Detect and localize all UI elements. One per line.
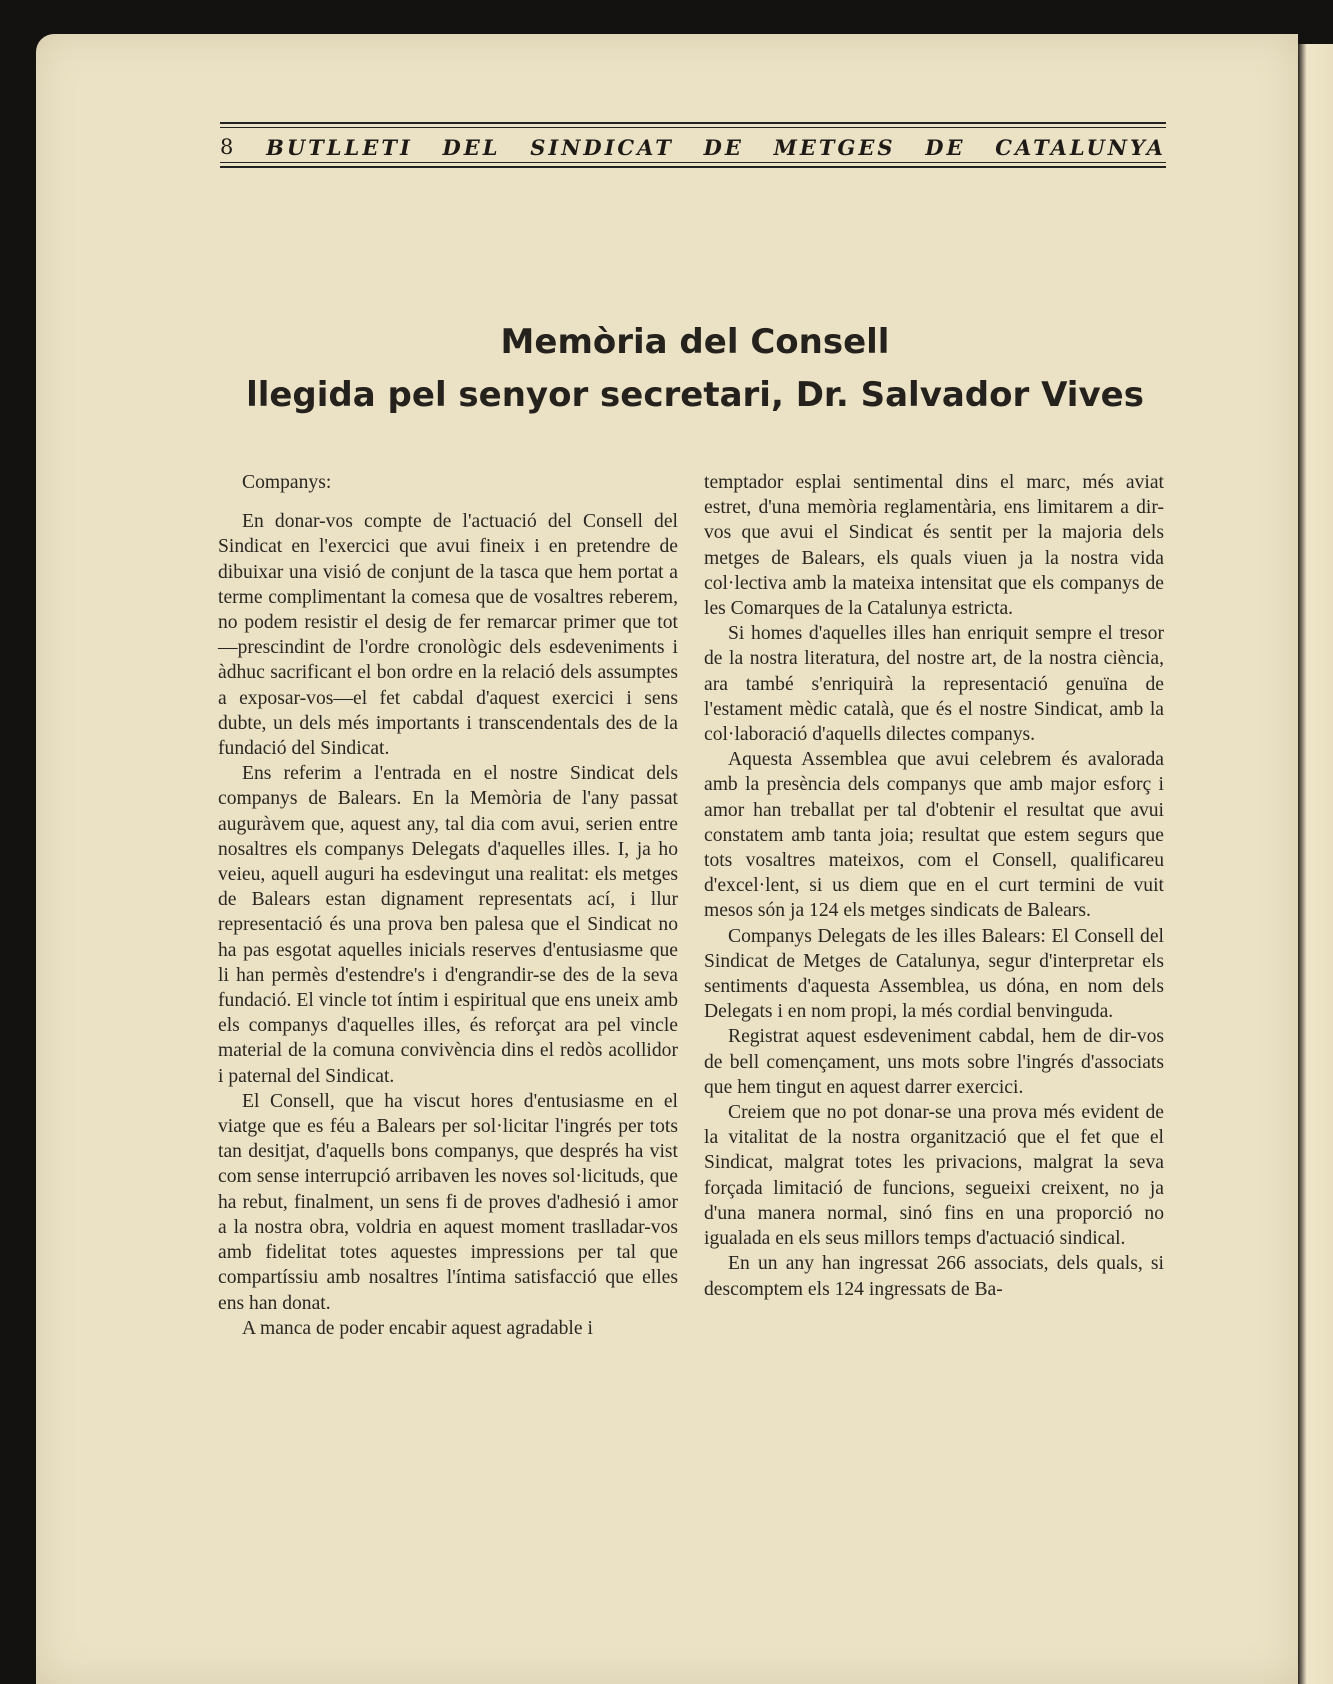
article-subtitle: llegida pel senyor secretari, Dr. Salvador Vives bbox=[246, 375, 1144, 415]
paragraph: En donar-vos compte de l'actuació del Consell del Sindicat en l'exercici que avui fineix i en pretendre de dibuixar una visió de conjunt de la tasca que hem portat a terme complimentant la comesa que de vosaltres reberem, no podem resistir el desig de fer remarcar primer que tot—prescindint de l'ordre cronològic dels esdeveniments i àdhuc sacrificant el bon ordre en la relació dels assumptes a exposar-vos—el fet cabdal d'aquest exercici i sens dubte, un dels més importants i transcendentals des de la fundació del Sindicat. bbox=[218, 511, 678, 760]
paragraph: Creiem que no pot donar-se una prova més evident de la vitalitat de la nostra organització que el fet que el Sindicat, malgrat totes les privacions, malgrat la seva forçada limitació de funcions, segueixi creixent, no ja d'una manera normal, sinó fins en una proporció no igualada en els seus millors temps d'actuació sindical. bbox=[704, 1102, 1164, 1250]
paragraph: temptador esplai sentimental dins el marc, més aviat estret, d'una memòria reglamentària, ens limitarem a dir-vos que avui el Sindicat és sentit per la majoria dels metges de Balears, els quals viuen ja la nostra vida col·lectiva amb la mateixa intensitat que els companys de les Comarques de la Catalunya estricta. bbox=[704, 472, 1164, 620]
paragraph: En un any han ingressat 266 associats, dels quals, si descomptem els 124 ingressats de Ba- bbox=[704, 1253, 1164, 1300]
header-rule-top bbox=[220, 122, 1166, 124]
header-word: DEL bbox=[442, 134, 501, 160]
running-header bbox=[220, 132, 1166, 162]
header-word: METGES bbox=[773, 134, 896, 160]
header-word: BUTLLETI bbox=[266, 134, 413, 160]
paragraph: A manca de poder encabir aquest agradable i bbox=[242, 1317, 593, 1339]
header-word: DE bbox=[925, 134, 966, 160]
header-word: DE bbox=[703, 134, 744, 160]
page-number: 8 bbox=[220, 135, 237, 159]
left-column bbox=[218, 470, 678, 1341]
header-word: CATALUNYA bbox=[995, 134, 1166, 160]
book-spine bbox=[1298, 44, 1333, 1684]
paragraph: Si homes d'aquelles illes han enriquit sempre el tresor de la nostra literatura, del nostre art, de la nostra ciència, ara també s'enriquirà la representació genuïna de l'estament mèdic català, que és el nostre Sindicat, amb la col·laboració d'aquells dilectes companys. bbox=[704, 623, 1164, 746]
paragraph: Companys Delegats de les illes Balears: El Consell del Sindicat de Metges de Catalunya, segur d'interpretar els sentiments d'aquesta Assemblea, us dóna, en nom dels Delegats i en nom propi, la més cordial benvinguda. bbox=[704, 925, 1164, 1023]
right-column bbox=[704, 470, 1164, 1302]
header-rule-bottom-thin bbox=[220, 162, 1166, 163]
header-rule-top-thin bbox=[220, 127, 1166, 128]
paragraph: Registrat aquest esdeveniment cabdal, hem de dir-vos de bell començament, uns mots sobre l'ingrés d'associats que hem tingut en aquest darrer exercici. bbox=[704, 1026, 1164, 1098]
header-word: SINDICAT bbox=[530, 134, 674, 160]
paragraph: Aquesta Assemblea que avui celebrem és avalorada amb la presència dels companys que amb major esforç i amor han treballat per tal d'obtenir el resultat que avui constatem amb tanta joia; resultat que estem segurs que tots vosaltres mateixos, com el Consell, qualificareu d'excel·lent, si us diem que en el curt termini de vuit mesos són ja 124 els metges sindicats de Balears. bbox=[704, 749, 1164, 922]
salutation: Companys: bbox=[242, 472, 332, 493]
header-rule-bottom bbox=[220, 166, 1166, 168]
paragraph: Ens referim a l'entrada en el nostre Sindicat dels companys de Balears. En la Memòria de l'any passat auguràvem que, aquest any, tal dia com avui, serien entre nosaltres els companys Delegats d'aquelles illes. I, ja ho veieu, aquell auguri ha esdevingut una realitat: els metges de Balears estan dignament representats ací, i llur representació és una prova ben palesa que el Sindicat no ha pas esgotat aquelles inicials reserves d'entusiasme que li han permès d'estendre's i d'engrandir-se des de la seva fundació. El vincle tot íntim i espiritual que ens uneix amb els companys d'aquelles illes, és reforçat ara pel vincle material de la comuna convivència dins el redòs acollidor i paternal del Sindicat. bbox=[218, 763, 678, 1087]
paragraph: El Consell, que ha viscut hores d'entusiasme en el viatge que es féu a Balears per sol·licitar l'ingrés per tots tan desitjat, d'aquells bons companys, que després ha vist com sense interrupció arribaven les noves sol·licituds, que ha rebut, finalment, un sens fi de proves d'adhesió i amor a la nostra obra, voldria en aquest moment traslladar-vos amb fidelitat totes aquestes impressions per tal que compartíssiu amb nosaltres l'íntima satisfacció que elles ens han donat. bbox=[218, 1090, 678, 1314]
article-title: Memòria del Consell bbox=[500, 322, 890, 362]
